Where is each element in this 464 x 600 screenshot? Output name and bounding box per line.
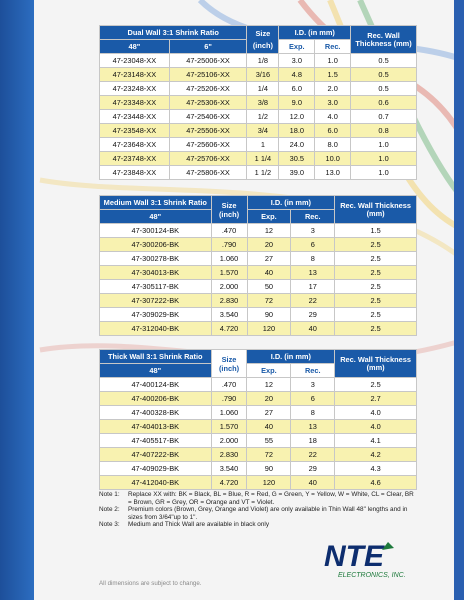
thick-cell: 47-409029-BK [100,462,212,476]
table-row [100,294,417,308]
medium-cell: 2.5 [335,252,417,266]
thick-cell: 18 [291,434,335,448]
dual-cell: 0.5 [351,68,417,82]
table-row [100,266,417,280]
medium-cell: 2.000 [211,280,247,294]
thick-size-header: Size (inch) [211,350,247,378]
dual-cell: 0.5 [351,82,417,96]
dual-title: Dual Wall 3:1 Shrink Ratio [100,26,247,40]
thick-cell: 47-405517-BK [100,434,212,448]
note-3-label: Note 3: [99,521,120,529]
table-row [100,476,417,490]
table-row [100,54,417,68]
dual-cell: 47-25506-XX [169,124,247,138]
note-3 [99,521,419,529]
thick-cell: 4.0 [335,406,417,420]
table-row [100,308,417,322]
table-row [100,224,417,238]
dual-cell: 47-25206-XX [169,82,247,96]
dual-cell: 1.0 [351,138,417,152]
table-row [100,124,417,138]
dual-cell: 4.0 [315,110,351,124]
medium-cell: 3.540 [211,308,247,322]
dual-cell: 1.0 [351,166,417,180]
dual-cell: 0.6 [351,96,417,110]
thick-cell: 13 [291,420,335,434]
medium-cell: .470 [211,224,247,238]
logo-subtext: ELECTRONICS, INC. [338,572,406,579]
dual-cell: 47-23048-XX [100,54,170,68]
medium-cell: 2.5 [335,322,417,336]
table-row [100,434,417,448]
dual-cell: 12.0 [279,110,315,124]
thick-cell: 4.0 [335,420,417,434]
dual-cell: 9.0 [279,96,315,110]
thick-cell: 40 [247,420,291,434]
table-row [100,448,417,462]
note-1 [99,491,419,506]
table-row [100,420,417,434]
medium-cell: 47-304013-BK [100,266,212,280]
thick-exp-header: Exp. [247,364,291,378]
medium-cell: 20 [247,238,291,252]
dual-cell: 1/8 [247,54,279,68]
thick-cell: 1.060 [211,406,247,420]
dual-cell: 47-25606-XX [169,138,247,152]
dual-cell: 47-25306-XX [169,96,247,110]
thick-cell: 4.6 [335,476,417,490]
dual-cell: 0.5 [351,54,417,68]
note-1-text: Replace XX with: BK = Black, BL = Blue, R = Red, G = Green, Y = Yellow, W = White, CL = Clear, BR = Brown, GR = Grey, OR = Orange and VT = Violet. [128,491,414,506]
medium-cell: 2.830 [211,294,247,308]
thick-cell: 20 [247,392,291,406]
medium-size-header: Size (inch) [211,196,247,224]
thick-cell: 12 [247,378,291,392]
note-1-label: Note 1: [99,491,120,498]
medium-cell: 2.5 [335,266,417,280]
dual-cell: 8.0 [315,138,351,152]
table-row [100,68,417,82]
medium-cell: 2.5 [335,308,417,322]
medium-wall-header: Rec. Wall Thickness (mm) [335,196,417,224]
medium-cell: 29 [291,308,335,322]
dual-cell: 6.0 [279,82,315,96]
medium-cell: .790 [211,238,247,252]
thick-cell: .470 [211,378,247,392]
thick-cell: 2.5 [335,378,417,392]
dual-cell: 3/8 [247,96,279,110]
dual-cell: 47-23848-XX [100,166,170,180]
table-row [100,252,417,266]
thick-cell: 47-400206-BK [100,392,212,406]
thick-cell: 47-404013-BK [100,420,212,434]
dual-cell: 6.0 [315,124,351,138]
note-2-label: Note 2: [99,506,120,514]
table-row [100,406,417,420]
medium-cell: 2.5 [335,294,417,308]
dual-cell: 47-25406-XX [169,110,247,124]
thick-cell: .790 [211,392,247,406]
dual-wall-table [99,25,417,180]
dual-cell: 1 1/2 [247,166,279,180]
thick-cell: 47-412040-BK [100,476,212,490]
medium-cell: 47-307222-BK [100,294,212,308]
medium-cell: 3 [291,224,335,238]
medium-cell: 72 [247,294,291,308]
thick-cell: 55 [247,434,291,448]
dual-cell: 1/4 [247,82,279,96]
dual-cell: 39.0 [279,166,315,180]
dual-cell: 4.8 [279,68,315,82]
medium-cell: 13 [291,266,335,280]
table-row [100,96,417,110]
medium-id-header: I.D. (in mm) [247,196,335,210]
dual-cell: 3.0 [279,54,315,68]
thick-cell: 22 [291,448,335,462]
dual-wall-header: Rec. Wall Thickness (mm) [351,26,417,54]
dual-id-header: I.D. (in mm) [279,26,351,40]
medium-cell: 1.570 [211,266,247,280]
dual-cell: 24.0 [279,138,315,152]
dual-cell: 0.8 [351,124,417,138]
medium-cell: 90 [247,308,291,322]
thick-title: Thick Wall 3:1 Shrink Ratio [100,350,212,364]
right-blue-band [454,0,464,600]
notes-section [99,491,419,529]
dual-cell: 47-23548-XX [100,124,170,138]
medium-rec-header: Rec. [291,210,335,224]
medium-cell: 47-309029-BK [100,308,212,322]
medium-cell: 6 [291,238,335,252]
thick-cell: 2.000 [211,434,247,448]
footer-disclaimer: All dimensions are subject to change. [99,580,202,587]
medium-cell: 50 [247,280,291,294]
thick-cell: 2.7 [335,392,417,406]
thick-cell: 47-400124-BK [100,378,212,392]
thick-cell: 29 [291,462,335,476]
dual-cell: 1.5 [315,68,351,82]
dual-cell: 47-23248-XX [100,82,170,96]
table-row [100,238,417,252]
thick-cell: 2.830 [211,448,247,462]
dual-6-header: 6" [169,40,247,54]
thick-cell: 4.3 [335,462,417,476]
table-row [100,152,417,166]
thick-cell: 27 [247,406,291,420]
medium-cell: 2.5 [335,280,417,294]
table-row [100,280,417,294]
dual-cell: 47-25006-XX [169,54,247,68]
medium-cell: 17 [291,280,335,294]
medium-cell: 47-300206-BK [100,238,212,252]
dual-cell: 3/4 [247,124,279,138]
thick-id-header: I.D. (in mm) [247,350,335,364]
thick-cell: 4.720 [211,476,247,490]
dual-cell: 1.0 [351,152,417,166]
table-row [100,110,417,124]
dual-cell: 47-25106-XX [169,68,247,82]
medium-cell: 47-305117-BK [100,280,212,294]
medium-48-header: 48" [100,210,212,224]
thick-wall-table [99,349,417,490]
dual-cell: 47-23748-XX [100,152,170,166]
dual-cell: 3.0 [315,96,351,110]
medium-cell: 12 [247,224,291,238]
note-2 [99,506,419,521]
medium-cell: 1.5 [335,224,417,238]
thick-cell: 72 [247,448,291,462]
medium-cell: 22 [291,294,335,308]
thick-wall-header: Rec. Wall Thickness (mm) [335,350,417,378]
dual-size-header: Size (inch) [247,26,279,54]
thick-cell: 47-400328-BK [100,406,212,420]
dual-cell: 47-23348-XX [100,96,170,110]
medium-cell: 47-300124-BK [100,224,212,238]
medium-cell: 40 [247,266,291,280]
thick-cell: 90 [247,462,291,476]
dual-cell: 1 1/4 [247,152,279,166]
dual-cell: 47-23648-XX [100,138,170,152]
logo-text: NTE [324,540,384,573]
dual-cell: 47-23448-XX [100,110,170,124]
note-3-text: Medium and Thick Wall are available in black only [128,521,270,529]
dual-cell: 0.7 [351,110,417,124]
thick-cell: 4.1 [335,434,417,448]
medium-cell: 4.720 [211,322,247,336]
dual-cell: 1 [247,138,279,152]
thick-cell: 40 [291,476,335,490]
medium-cell: 2.5 [335,238,417,252]
thick-cell: 6 [291,392,335,406]
dual-48-header: 48" [100,40,170,54]
dual-cell: 47-23148-XX [100,68,170,82]
table-row [100,392,417,406]
dual-cell: 2.0 [315,82,351,96]
table-row [100,378,417,392]
table-row [100,166,417,180]
dual-cell: 13.0 [315,166,351,180]
dual-cell: 1.0 [315,54,351,68]
thick-rec-header: Rec. [291,364,335,378]
thick-cell: 47-407222-BK [100,448,212,462]
medium-cell: 1.060 [211,252,247,266]
dual-cell: 3/16 [247,68,279,82]
medium-cell: 120 [247,322,291,336]
medium-cell: 47-312040-BK [100,322,212,336]
thick-cell: 3 [291,378,335,392]
table-row [100,82,417,96]
thick-cell: 8 [291,406,335,420]
thick-cell: 120 [247,476,291,490]
table-row [100,462,417,476]
dual-exp-header: Exp. [279,40,315,54]
note-2-text: Premium colors (Brown, Grey, Orange and Violet) are only available in Thin Wall 48" lengths and in sizes from 3/64"up to 1". [128,506,408,521]
medium-exp-header: Exp. [247,210,291,224]
thick-cell: 3.540 [211,462,247,476]
medium-cell: 27 [247,252,291,266]
thick-cell: 4.2 [335,448,417,462]
dual-cell: 47-25806-XX [169,166,247,180]
dual-cell: 18.0 [279,124,315,138]
table-row [100,138,417,152]
dual-cell: 1/2 [247,110,279,124]
nte-logo [318,536,406,580]
medium-cell: 8 [291,252,335,266]
medium-wall-table [99,195,417,336]
thick-cell: 1.570 [211,420,247,434]
medium-title: Medium Wall 3:1 Shrink Ratio [100,196,212,210]
left-blue-band [0,0,34,600]
dual-cell: 30.5 [279,152,315,166]
thick-48-header: 48" [100,364,212,378]
dual-cell: 47-25706-XX [169,152,247,166]
medium-cell: 47-300278-BK [100,252,212,266]
medium-cell: 40 [291,322,335,336]
dual-cell: 10.0 [315,152,351,166]
dual-rec-header: Rec. [315,40,351,54]
table-row [100,322,417,336]
